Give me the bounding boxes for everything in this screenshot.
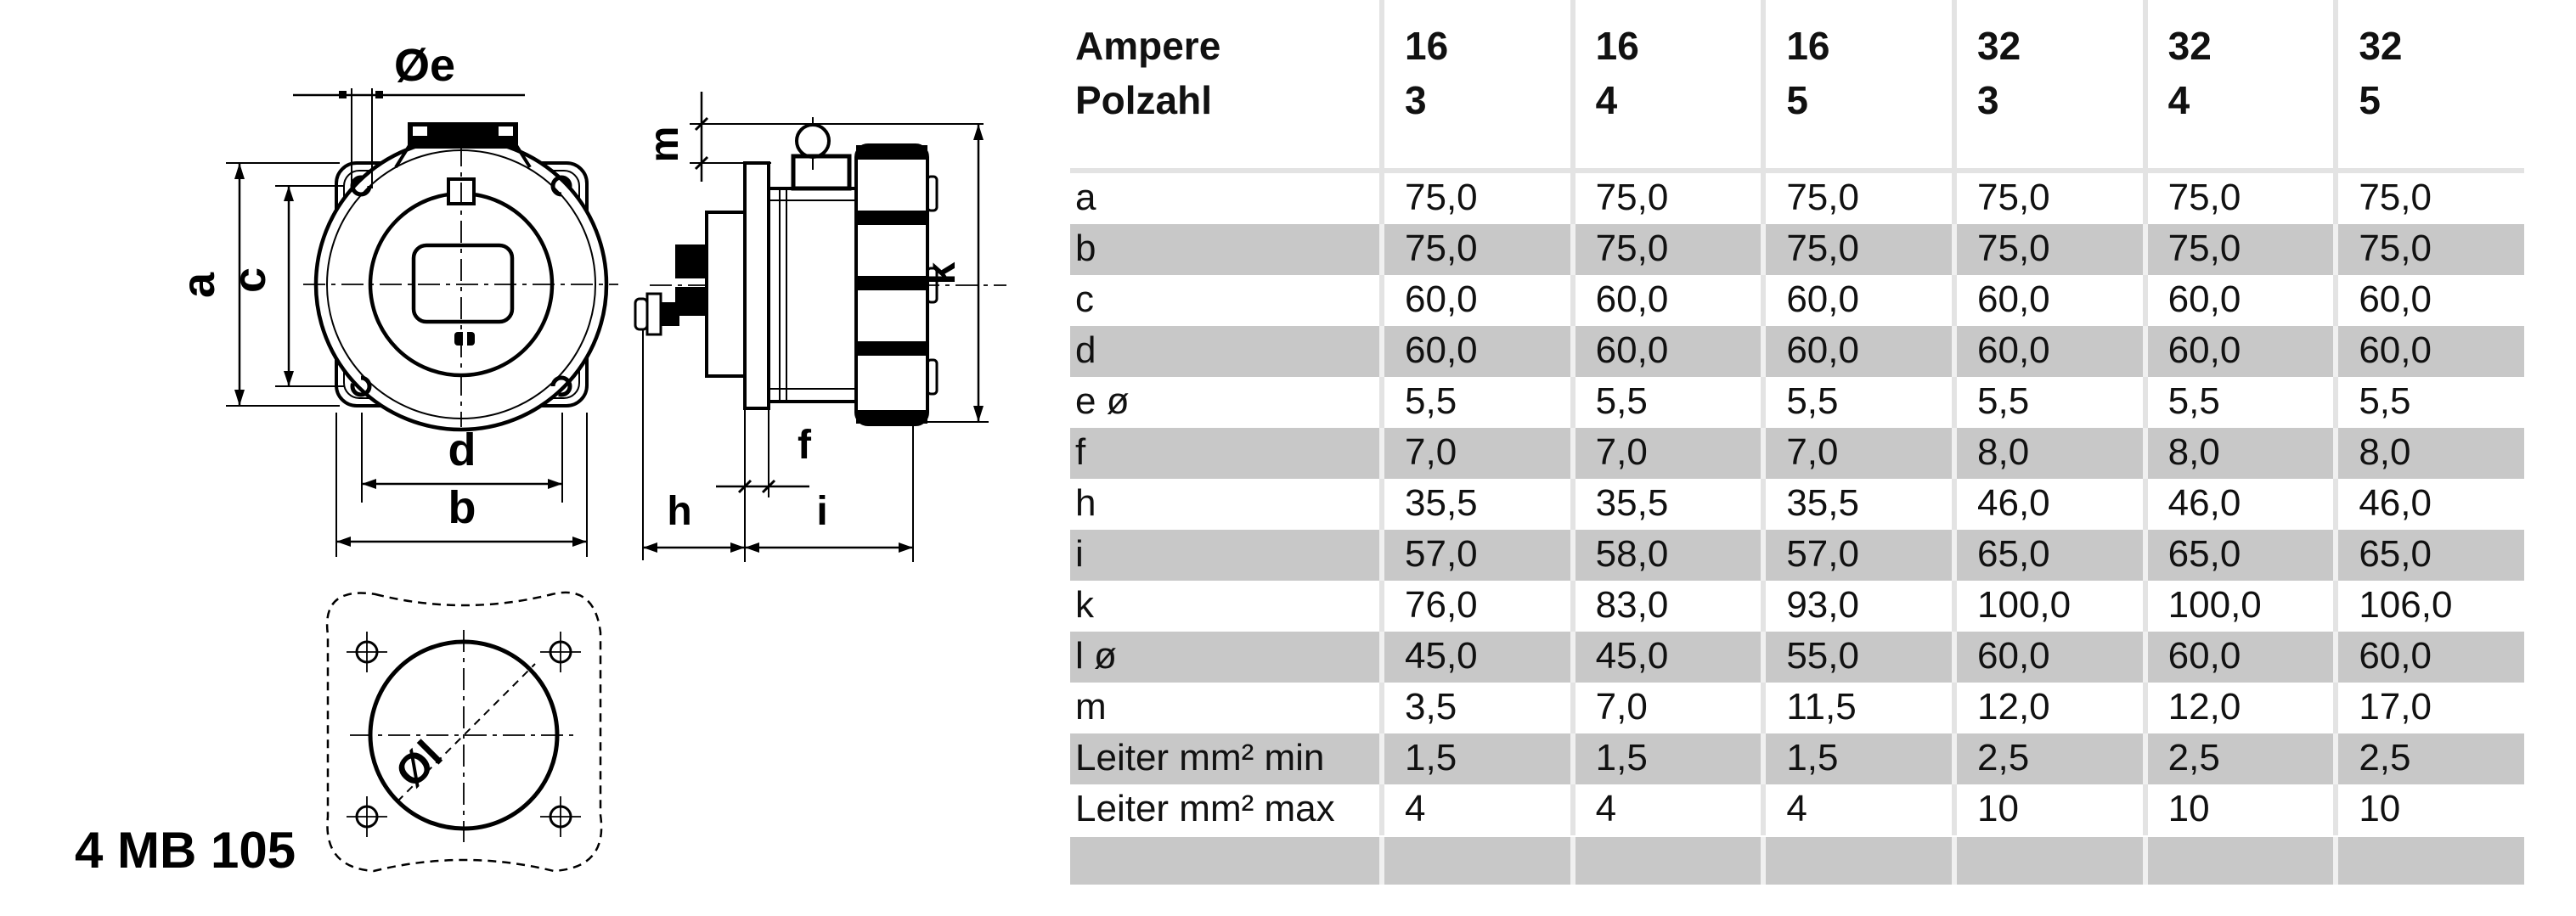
header-ampere-value: 16 <box>1405 24 1449 68</box>
bottom-view-drawing <box>327 593 601 871</box>
value-cell: 5,5 <box>2333 377 2524 428</box>
value-cell: 60,0 <box>1761 326 1952 377</box>
value-cell <box>2333 837 2524 885</box>
value-cell <box>1570 837 1761 885</box>
dim-label-f: f <box>798 423 811 468</box>
value-cell: 7,0 <box>1379 428 1570 479</box>
value-cell: 93,0 <box>1761 581 1952 632</box>
value-cell: 75,0 <box>2143 173 2334 224</box>
dim-label-a: a <box>173 272 224 299</box>
value-cell: 65,0 <box>2143 530 2334 581</box>
dimension-label-cell: a <box>1075 177 1096 218</box>
value-cell: 76,0 <box>1379 581 1570 632</box>
value-cell: 60,0 <box>2333 326 2524 377</box>
dimension-label-cell <box>1070 837 1379 885</box>
header-ampere-value: 32 <box>2359 24 2403 68</box>
header-ampere-label: Ampere <box>1075 24 1221 68</box>
dim-label-k: k <box>919 261 964 285</box>
header-polzahl-value: 4 <box>2167 78 2190 122</box>
header-ampere-value: 32 <box>1977 24 2021 68</box>
value-cell: 2,5 <box>2333 733 2524 784</box>
value-cell: 100,0 <box>2143 581 2334 632</box>
table-header <box>1070 0 2524 168</box>
table-row <box>1070 224 2524 275</box>
value-cell: 60,0 <box>2143 632 2334 683</box>
value-cell <box>2143 837 2334 885</box>
table-body <box>1070 173 2524 885</box>
value-cell: 2,5 <box>1952 733 2143 784</box>
dim-label-d: d <box>448 424 476 475</box>
value-cell: 83,0 <box>1570 581 1761 632</box>
table-row <box>1070 326 2524 377</box>
header-ampere-value: 16 <box>1786 24 1830 68</box>
dim-label-ol: Øl <box>386 731 452 797</box>
value-cell <box>1379 837 1570 885</box>
value-cell <box>1761 837 1952 885</box>
value-cell: 10 <box>2333 784 2524 835</box>
dim-label-i: i <box>816 489 828 534</box>
value-cell: 60,0 <box>1952 275 2143 326</box>
value-cell: 75,0 <box>2333 224 2524 275</box>
value-cell: 65,0 <box>2333 530 2524 581</box>
header-polzahl-value: 5 <box>2359 78 2381 122</box>
value-cell: 55,0 <box>1761 632 1952 683</box>
value-cell: 8,0 <box>2143 428 2334 479</box>
value-cell: 60,0 <box>1379 326 1570 377</box>
value-cell: 4 <box>1379 784 1570 835</box>
value-cell: 7,0 <box>1570 683 1761 733</box>
dimension-label-cell: m <box>1075 686 1107 728</box>
dimension-label-cell: b <box>1075 228 1096 269</box>
header-polzahl-value: 4 <box>1595 78 1618 122</box>
value-cell: 35,5 <box>1570 479 1761 530</box>
dimension-label-cell: d <box>1075 329 1096 371</box>
value-cell: 4 <box>1761 784 1952 835</box>
table-header-column <box>2333 0 2524 168</box>
table-row <box>1070 683 2524 733</box>
value-cell: 1,5 <box>1761 733 1952 784</box>
table-row <box>1070 377 2524 428</box>
value-cell: 60,0 <box>2333 275 2524 326</box>
value-cell: 7,0 <box>1570 428 1761 479</box>
dimension-label-cell: i <box>1075 533 1084 575</box>
value-cell: 5,5 <box>1952 377 2143 428</box>
header-polzahl-label: Polzahl <box>1075 78 1213 122</box>
value-cell: 75,0 <box>1761 224 1952 275</box>
header-polzahl-value: 5 <box>1786 78 1808 122</box>
dimension-label-cell: l ø <box>1075 635 1117 677</box>
value-cell: 5,5 <box>2143 377 2334 428</box>
value-cell: 60,0 <box>1570 326 1761 377</box>
value-cell: 75,0 <box>1379 173 1570 224</box>
value-cell: 57,0 <box>1379 530 1570 581</box>
value-cell: 45,0 <box>1379 632 1570 683</box>
value-cell: 75,0 <box>1379 224 1570 275</box>
value-cell: 3,5 <box>1379 683 1570 733</box>
value-cell: 58,0 <box>1570 530 1761 581</box>
table-header-column <box>2143 0 2334 168</box>
technical-drawing <box>0 0 1062 916</box>
value-cell: 75,0 <box>1952 173 2143 224</box>
value-cell: 12,0 <box>2143 683 2334 733</box>
table-row <box>1070 173 2524 224</box>
table-row <box>1070 275 2524 326</box>
dimension-label-cell: f <box>1075 431 1086 473</box>
value-cell: 46,0 <box>1952 479 2143 530</box>
table-row <box>1070 733 2524 784</box>
dim-label-oe: Øe <box>393 40 456 91</box>
dimension-label-cell: k <box>1075 584 1094 626</box>
value-cell: 17,0 <box>2333 683 2524 733</box>
table-row <box>1070 784 2524 835</box>
value-cell: 106,0 <box>2333 581 2524 632</box>
value-cell: 8,0 <box>1952 428 2143 479</box>
value-cell: 2,5 <box>2143 733 2334 784</box>
value-cell: 60,0 <box>1952 326 2143 377</box>
value-cell: 75,0 <box>2143 224 2334 275</box>
table-header-column <box>1761 0 1952 168</box>
value-cell: 60,0 <box>1952 632 2143 683</box>
dimensions-table <box>1070 0 2524 885</box>
value-cell: 10 <box>1952 784 2143 835</box>
value-cell: 46,0 <box>2333 479 2524 530</box>
table-row <box>1070 837 2524 885</box>
value-cell: 75,0 <box>1761 173 1952 224</box>
header-row-labels <box>1070 0 1379 168</box>
value-cell: 4 <box>1570 784 1761 835</box>
value-cell: 75,0 <box>2333 173 2524 224</box>
dim-f <box>716 410 809 562</box>
value-cell: 45,0 <box>1570 632 1761 683</box>
value-cell: 5,5 <box>1379 377 1570 428</box>
value-cell: 75,0 <box>1570 173 1761 224</box>
header-polzahl-value: 3 <box>1977 78 1999 122</box>
value-cell: 12,0 <box>1952 683 2143 733</box>
value-cell: 60,0 <box>1379 275 1570 326</box>
value-cell: 8,0 <box>2333 428 2524 479</box>
dim-label-m: m <box>642 126 687 163</box>
header-ampere-value: 16 <box>1595 24 1639 68</box>
dimension-label-cell: Leiter mm² min <box>1075 737 1325 778</box>
header-polzahl-value: 3 <box>1405 78 1427 122</box>
header-ampere-value: 32 <box>2167 24 2212 68</box>
table-header-column <box>1570 0 1761 168</box>
dim-m <box>690 92 984 182</box>
table-header-column <box>1952 0 2143 168</box>
dim-label-h: h <box>667 489 692 534</box>
value-cell: 60,0 <box>1570 275 1761 326</box>
value-cell: 65,0 <box>1952 530 2143 581</box>
value-cell: 35,5 <box>1761 479 1952 530</box>
value-cell: 10 <box>2143 784 2334 835</box>
value-cell: 100,0 <box>1952 581 2143 632</box>
table-row <box>1070 632 2524 683</box>
value-cell: 60,0 <box>1761 275 1952 326</box>
table-header-column <box>1379 0 1570 168</box>
value-cell: 11,5 <box>1761 683 1952 733</box>
value-cell: 7,0 <box>1761 428 1952 479</box>
value-cell: 5,5 <box>1761 377 1952 428</box>
value-cell: 57,0 <box>1761 530 1952 581</box>
dim-label-b: b <box>448 482 476 533</box>
front-view-drawing <box>226 88 618 557</box>
dim-label-c: c <box>224 267 275 294</box>
value-cell: 1,5 <box>1570 733 1761 784</box>
value-cell <box>1952 837 2143 885</box>
dimension-label-cell: Leiter mm² max <box>1075 788 1335 829</box>
value-cell: 5,5 <box>1570 377 1761 428</box>
table-row <box>1070 581 2524 632</box>
value-cell: 75,0 <box>1952 224 2143 275</box>
value-cell: 60,0 <box>2333 632 2524 683</box>
table-row <box>1070 428 2524 479</box>
value-cell: 60,0 <box>2143 326 2334 377</box>
dimension-label-cell: c <box>1075 278 1094 320</box>
value-cell: 1,5 <box>1379 733 1570 784</box>
table-row <box>1070 479 2524 530</box>
value-cell: 46,0 <box>2143 479 2334 530</box>
dimension-label-cell: e ø <box>1075 380 1130 422</box>
table-row <box>1070 530 2524 581</box>
value-cell: 75,0 <box>1570 224 1761 275</box>
value-cell: 35,5 <box>1379 479 1570 530</box>
value-cell: 60,0 <box>2143 275 2334 326</box>
dimension-label-cell: h <box>1075 482 1096 524</box>
part-number: 4 MB 105 <box>75 822 296 879</box>
